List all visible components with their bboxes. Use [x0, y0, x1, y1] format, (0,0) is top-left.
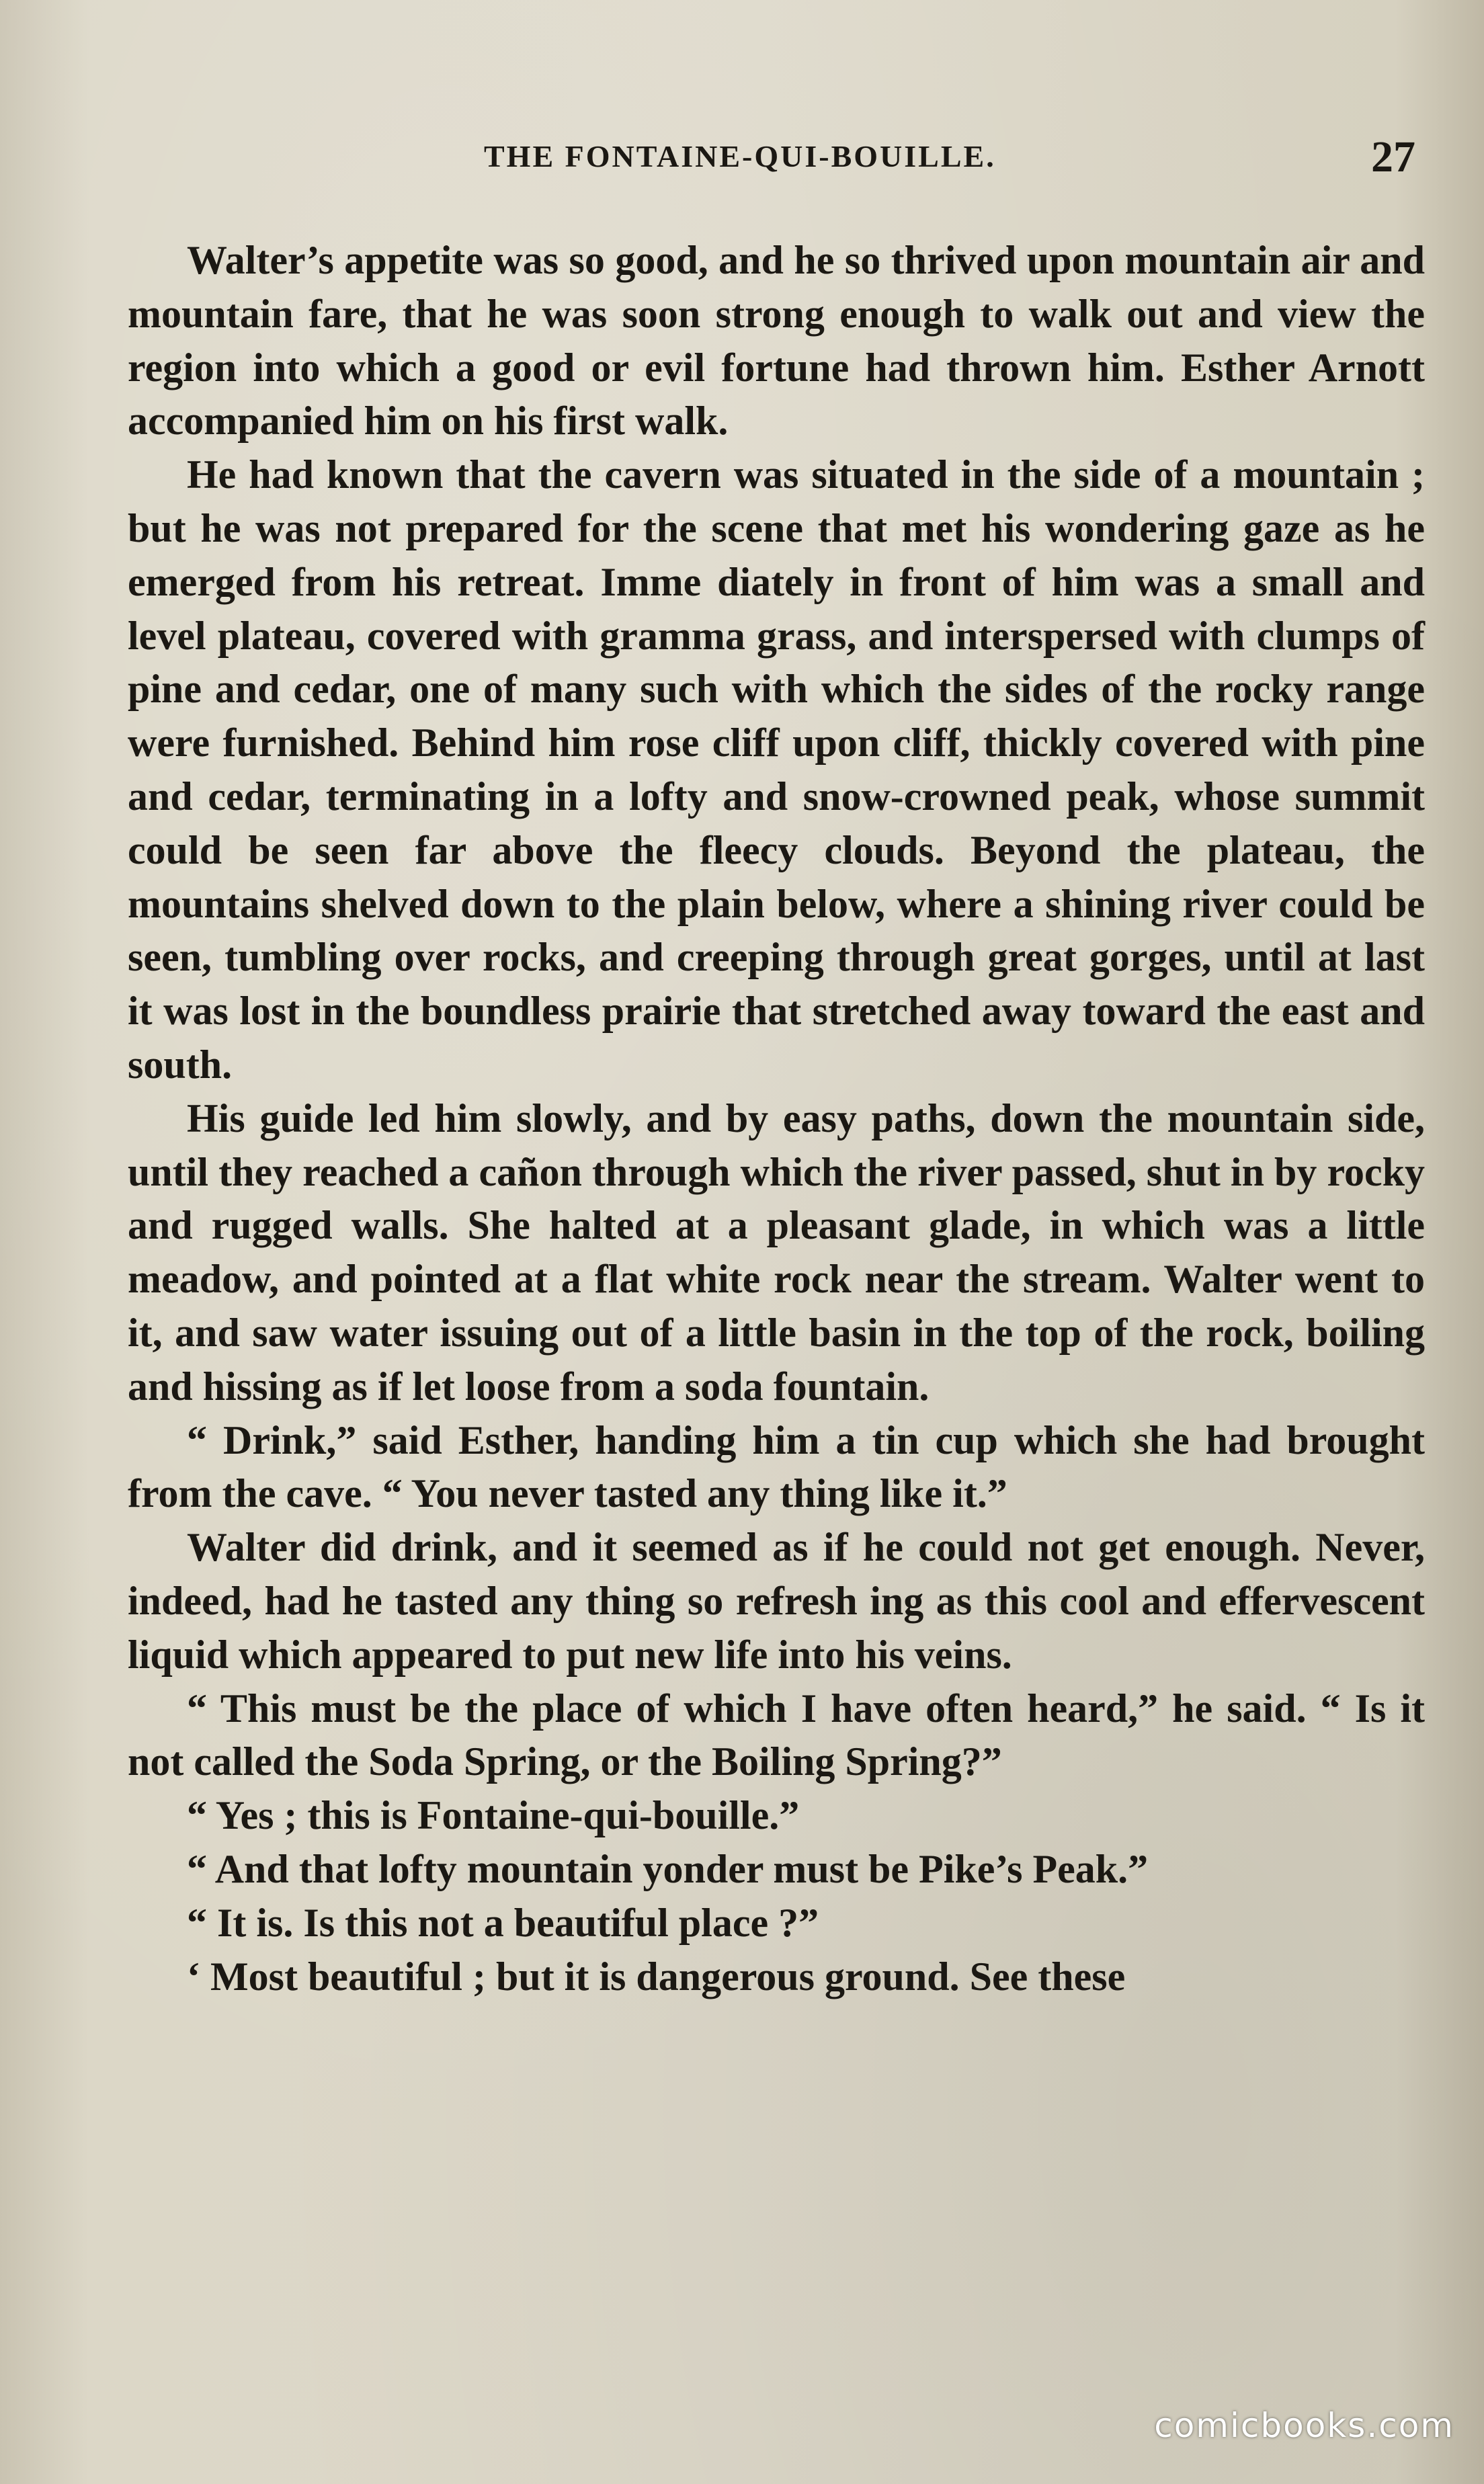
paragraph: “ This must be the place of which I have often heard,” he said. “ Is it not called the Soda Spring, or the Boiling Spring?” — [128, 1686, 1425, 1784]
paragraph: Walter did drink, and it seemed as if he could not get enough. Never, indeed, had he tasted any thing so refresh ing as this cool and effervescent liquid which appeared to put new life into his veins. — [128, 1525, 1425, 1677]
page-header — [0, 132, 1484, 185]
body-text — [128, 234, 1425, 2003]
watermark: comicbooks.com — [1154, 2406, 1454, 2445]
paragraph: “ It is. Is this not a beautiful place ?” — [187, 1900, 819, 1945]
paragraph: ‘ Most beautiful ; but it is dangerous ground. See these — [187, 1954, 1126, 1999]
page-number: 27 — [1371, 132, 1415, 181]
paragraph: “ Yes ; this is Fontaine-qui-bouille.” — [187, 1793, 800, 1838]
paragraph: Walter’s appetite was so good, and he so thrived upon mountain air and mountain fare, that he was soon strong enough to walk out and view the region into which a good or evil fortune had thrown him. Esther Arnott accompanied him on his first walk. — [128, 238, 1425, 444]
paragraph: “ And that lofty mountain yonder must be Pike’s Peak.” — [187, 1846, 1149, 1891]
running-head: THE FONTAINE-QUI-BOUILLE. — [484, 139, 996, 173]
paragraph: His guide led him slowly, and by easy paths, down the mountain side, until they reached a cañon through which the river passed, shut in by rocky and rugged walls. She halted at a pleasant glade, in which was a little meadow, and pointed at a flat white rock near the stream. Walter went to it, and saw water issuing out of a little basin in the top of the rock, boiling and hissing as if let loose from a soda fountain. — [128, 1095, 1425, 1409]
paragraph: “ Drink,” said Esther, handing him a tin cup which she had brought from the cave. “ You never tasted any thing like it.” — [128, 1417, 1425, 1516]
paragraph: He had known that the cavern was situated in the side of a mountain ; but he was not prepared for the scene that met his wondering gaze as he emerged from his retreat. Imme diately in front of him was a small and level plateau, covered with gramma grass, and interspersed with clumps of pine and cedar, one of many such with which the sides of the rocky range were furnished. Behind him rose cliff upon cliff, thickly covered with pine and cedar, terminating in a lofty and snow-crowned peak, whose summit could be seen far above the fleecy clouds. Beyond the plateau, the mountains shelved down to the plain below, where a shining river could be seen, tumbling over rocks, and creeping through great gorges, until at last it was lost in the boundless prairie that stretched away toward the east and south. — [128, 452, 1425, 1087]
